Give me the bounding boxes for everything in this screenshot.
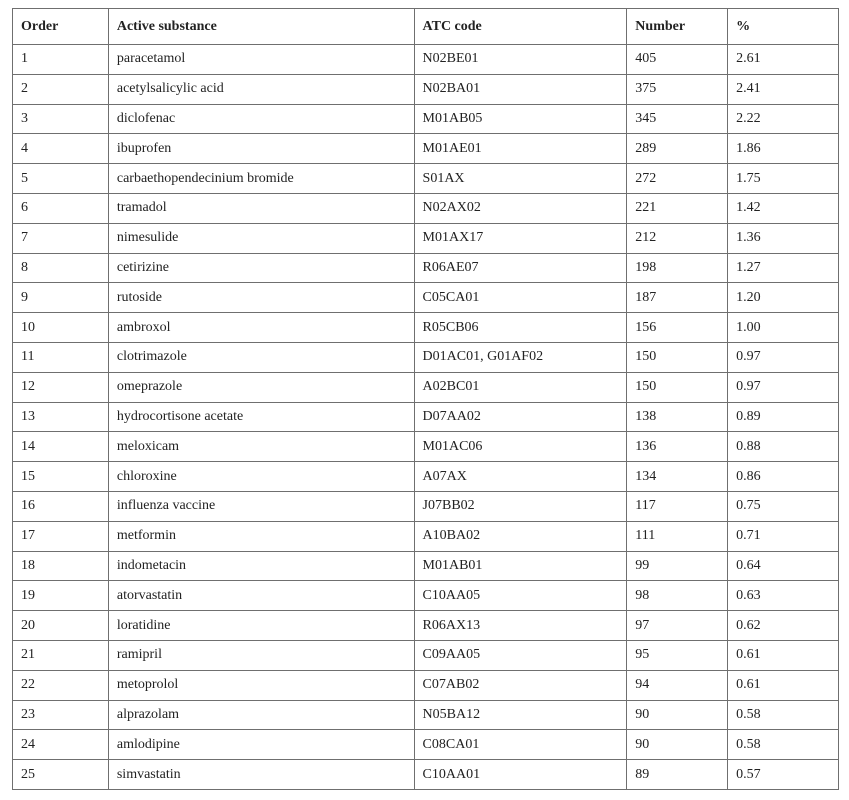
order-cell: 17 — [13, 521, 109, 551]
active-substance-cell: paracetamol — [108, 45, 414, 75]
number-cell: 198 — [627, 253, 728, 283]
number-cell: 138 — [627, 402, 728, 432]
table-row — [13, 551, 839, 581]
percent-cell: 0.64 — [728, 551, 839, 581]
atc-code-cell: S01AX — [414, 164, 627, 194]
percent-cell: 0.71 — [728, 521, 839, 551]
order-cell: 5 — [13, 164, 109, 194]
atc-code-cell: A07AX — [414, 462, 627, 492]
active-substance-cell: metformin — [108, 521, 414, 551]
percent-cell: 0.62 — [728, 611, 839, 641]
order-cell: 1 — [13, 45, 109, 75]
active-substance-cell: ambroxol — [108, 313, 414, 343]
table-row — [13, 164, 839, 194]
number-cell: 289 — [627, 134, 728, 164]
percent-cell: 1.36 — [728, 223, 839, 253]
header-order: Order — [13, 9, 109, 45]
table-row — [13, 313, 839, 343]
percent-cell: 2.41 — [728, 74, 839, 104]
active-substance-cell: atorvastatin — [108, 581, 414, 611]
atc-code-cell: R05CB06 — [414, 313, 627, 343]
table-row — [13, 342, 839, 372]
atc-code-cell: C05CA01 — [414, 283, 627, 313]
number-cell: 95 — [627, 640, 728, 670]
order-cell: 8 — [13, 253, 109, 283]
number-cell: 99 — [627, 551, 728, 581]
table-row — [13, 253, 839, 283]
atc-code-cell: C07AB02 — [414, 670, 627, 700]
table-row — [13, 372, 839, 402]
percent-cell: 0.58 — [728, 730, 839, 760]
header-atc-code: ATC code — [414, 9, 627, 45]
active-substance-cell: meloxicam — [108, 432, 414, 462]
atc-code-cell: C08CA01 — [414, 730, 627, 760]
number-cell: 94 — [627, 670, 728, 700]
percent-cell: 1.27 — [728, 253, 839, 283]
percent-cell: 1.75 — [728, 164, 839, 194]
order-cell: 6 — [13, 193, 109, 223]
table-row — [13, 432, 839, 462]
number-cell: 187 — [627, 283, 728, 313]
percent-cell: 2.61 — [728, 45, 839, 75]
percent-cell: 0.97 — [728, 342, 839, 372]
percent-cell: 2.22 — [728, 104, 839, 134]
number-cell: 156 — [627, 313, 728, 343]
table-row — [13, 670, 839, 700]
percent-cell: 0.61 — [728, 640, 839, 670]
atc-code-cell: C09AA05 — [414, 640, 627, 670]
number-cell: 272 — [627, 164, 728, 194]
atc-code-cell: M01AB05 — [414, 104, 627, 134]
active-substance-cell: cetirizine — [108, 253, 414, 283]
order-cell: 25 — [13, 760, 109, 790]
order-cell: 16 — [13, 491, 109, 521]
atc-code-cell: D07AA02 — [414, 402, 627, 432]
order-cell: 13 — [13, 402, 109, 432]
table-row — [13, 521, 839, 551]
active-substance-cell: chloroxine — [108, 462, 414, 492]
table-row — [13, 193, 839, 223]
table-row — [13, 223, 839, 253]
table-row — [13, 760, 839, 790]
table-row — [13, 402, 839, 432]
order-cell: 23 — [13, 700, 109, 730]
percent-cell: 0.75 — [728, 491, 839, 521]
percent-cell: 1.00 — [728, 313, 839, 343]
percent-cell: 0.63 — [728, 581, 839, 611]
active-substance-cell: hydrocortisone acetate — [108, 402, 414, 432]
header-percent: % — [728, 9, 839, 45]
percent-cell: 0.57 — [728, 760, 839, 790]
order-cell: 22 — [13, 670, 109, 700]
number-cell: 90 — [627, 700, 728, 730]
table-header-row — [13, 9, 839, 45]
order-cell: 18 — [13, 551, 109, 581]
order-cell: 15 — [13, 462, 109, 492]
active-substance-cell: simvastatin — [108, 760, 414, 790]
order-cell: 14 — [13, 432, 109, 462]
percent-cell: 0.58 — [728, 700, 839, 730]
atc-code-cell: M01AC06 — [414, 432, 627, 462]
number-cell: 212 — [627, 223, 728, 253]
order-cell: 4 — [13, 134, 109, 164]
number-cell: 405 — [627, 45, 728, 75]
order-cell: 24 — [13, 730, 109, 760]
atc-code-cell: N02BE01 — [414, 45, 627, 75]
atc-code-cell: R06AX13 — [414, 611, 627, 641]
atc-code-cell: N05BA12 — [414, 700, 627, 730]
active-substance-cell: metoprolol — [108, 670, 414, 700]
table-row — [13, 104, 839, 134]
table-row — [13, 491, 839, 521]
header-active-substance: Active substance — [108, 9, 414, 45]
atc-code-cell: N02BA01 — [414, 74, 627, 104]
active-substance-cell: amlodipine — [108, 730, 414, 760]
header-number: Number — [627, 9, 728, 45]
atc-code-cell: C10AA01 — [414, 760, 627, 790]
active-substances-table — [12, 8, 839, 790]
table-row — [13, 134, 839, 164]
active-substance-cell: influenza vaccine — [108, 491, 414, 521]
active-substance-cell: ramipril — [108, 640, 414, 670]
order-cell: 7 — [13, 223, 109, 253]
number-cell: 117 — [627, 491, 728, 521]
table-row — [13, 462, 839, 492]
number-cell: 97 — [627, 611, 728, 641]
number-cell: 345 — [627, 104, 728, 134]
percent-cell: 0.61 — [728, 670, 839, 700]
percent-cell: 0.89 — [728, 402, 839, 432]
number-cell: 90 — [627, 730, 728, 760]
percent-cell: 1.86 — [728, 134, 839, 164]
table-row — [13, 700, 839, 730]
order-cell: 20 — [13, 611, 109, 641]
table-row — [13, 581, 839, 611]
number-cell: 375 — [627, 74, 728, 104]
number-cell: 150 — [627, 372, 728, 402]
number-cell: 98 — [627, 581, 728, 611]
active-substance-cell: loratidine — [108, 611, 414, 641]
atc-code-cell: M01AX17 — [414, 223, 627, 253]
percent-cell: 1.20 — [728, 283, 839, 313]
percent-cell: 1.42 — [728, 193, 839, 223]
order-cell: 9 — [13, 283, 109, 313]
active-substance-cell: alprazolam — [108, 700, 414, 730]
atc-code-cell: C10AA05 — [414, 581, 627, 611]
atc-code-cell: N02AX02 — [414, 193, 627, 223]
order-cell: 3 — [13, 104, 109, 134]
table-row — [13, 45, 839, 75]
atc-code-cell: A02BC01 — [414, 372, 627, 402]
number-cell: 89 — [627, 760, 728, 790]
number-cell: 134 — [627, 462, 728, 492]
table-row — [13, 611, 839, 641]
active-substance-cell: diclofenac — [108, 104, 414, 134]
percent-cell: 0.97 — [728, 372, 839, 402]
active-substance-cell: tramadol — [108, 193, 414, 223]
active-substance-cell: ibuprofen — [108, 134, 414, 164]
table-row — [13, 283, 839, 313]
atc-code-cell: J07BB02 — [414, 491, 627, 521]
atc-code-cell: M01AB01 — [414, 551, 627, 581]
table-row — [13, 74, 839, 104]
active-substance-cell: rutoside — [108, 283, 414, 313]
order-cell: 21 — [13, 640, 109, 670]
atc-code-cell: A10BA02 — [414, 521, 627, 551]
active-substance-cell: indometacin — [108, 551, 414, 581]
active-substance-cell: nimesulide — [108, 223, 414, 253]
active-substance-cell: omeprazole — [108, 372, 414, 402]
number-cell: 221 — [627, 193, 728, 223]
percent-cell: 0.86 — [728, 462, 839, 492]
percent-cell: 0.88 — [728, 432, 839, 462]
order-cell: 2 — [13, 74, 109, 104]
order-cell: 11 — [13, 342, 109, 372]
order-cell: 10 — [13, 313, 109, 343]
order-cell: 12 — [13, 372, 109, 402]
active-substance-cell: clotrimazole — [108, 342, 414, 372]
table-row — [13, 730, 839, 760]
number-cell: 136 — [627, 432, 728, 462]
atc-code-cell: R06AE07 — [414, 253, 627, 283]
number-cell: 150 — [627, 342, 728, 372]
atc-code-cell: M01AE01 — [414, 134, 627, 164]
active-substance-cell: acetylsalicylic acid — [108, 74, 414, 104]
number-cell: 111 — [627, 521, 728, 551]
atc-code-cell: D01AC01, G01AF02 — [414, 342, 627, 372]
order-cell: 19 — [13, 581, 109, 611]
active-substance-cell: carbaethopendecinium bromide — [108, 164, 414, 194]
table-row — [13, 640, 839, 670]
table-body — [13, 45, 839, 790]
